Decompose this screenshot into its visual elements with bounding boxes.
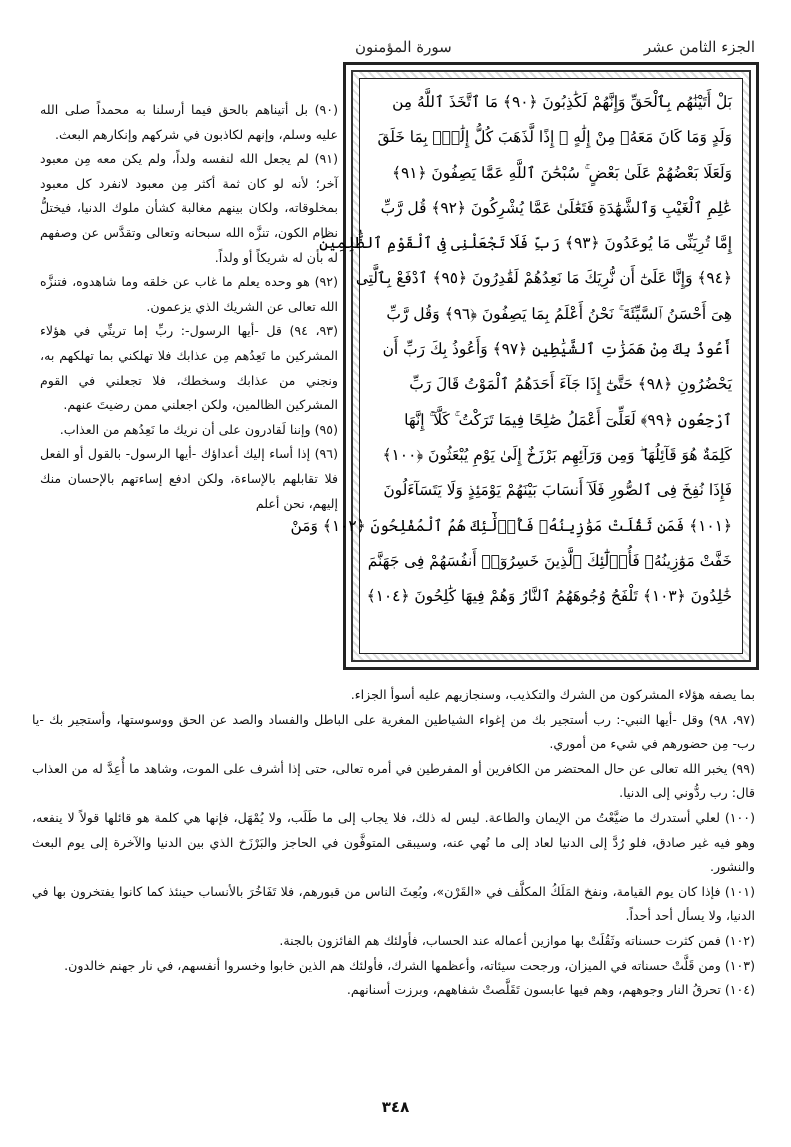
- juz-header: الجزء الثامن عشر: [643, 38, 755, 56]
- tafsir-full-width: [32, 683, 755, 1003]
- verse-line: خَفَّتْ مَوَٰزِينُهُۥ فَأُو۟لَٰٓئِكَ ٱلَّذِينَ خَسِرُوٓا۟ أَنفُسَهُمْ فِى جَهَنَّمَ: [367, 551, 732, 570]
- verse-line: عَٰلِمِ ٱلْغَيْبِ وَٱلشَّهَٰدَةِ فَتَعَٰلَىٰ عَمَّا يُشْرِكُونَ ﴿٩٢﴾ قُل رَّبِّ: [380, 198, 732, 217]
- tafsir-paragraph: (٩٦) إذا أساء إليك أعداؤك -أيها الرسول- بالقول أو الفعل فلا تقابلهم بالإساءة، ولكن ادفع إساءتهم بالإحسان منك إليهم، نحن أعلم: [40, 446, 338, 511]
- surah-header: سورة المؤمنون: [355, 38, 452, 56]
- verse-line: إِمَّا تُرِيَنِّى مَا يُوعَدُونَ ﴿٩٣﴾ رَبِّ فَلَا تَجْعَلْنِى فِى ٱلْقَوْمِ ٱلظَّٰلِمِينَ: [319, 234, 732, 253]
- tafsir-paragraph: (٩٥) وإننا لَقادرون على أن نريك ما نَعِدُهم من العذاب.: [59, 421, 338, 437]
- verse-line: يَحْضُرُونِ ﴿٩٨﴾ حَتَّىٰٓ إِذَا جَآءَ أَحَدَهُمُ ٱلْمَوْتُ قَالَ رَبِّ: [409, 375, 732, 394]
- tafsir-paragraph: (٩٠) بل أتيناهم بالحق فيما أرسلنا به محمداً صلى الله عليه وسلم، وإنهم لكاذبون في شركهم وإنكارهم البعث.: [40, 102, 338, 142]
- tafsir-paragraph: (١٠٤) تحرقُ النار وجوههم، وهم فيها عابسون تَقَلَّصتْ شفاههم، وبرزت أسنانهم.: [346, 982, 755, 998]
- verse-line: هِىَ أَحْسَنُ ٱلسَّيِّئَةَ ۚ نَحْنُ أَعْلَمُ بِمَا يَصِفُونَ ﴿٩٦﴾ وَقُل رَّبِّ: [386, 304, 732, 323]
- page-number: ٣٤٨: [381, 1098, 410, 1116]
- tafsir-paragraph: (٩٩) يخبر الله تعالى عن حال المحتضر من الكافرين أو المفرطين في أمره تعالى، حتى إذا أشرف على الموت، وشاهد ما أُعِدَّ له من العذاب قال: رب ردُّوني إلى الدنيا.: [32, 760, 755, 801]
- tafsir-side-column: [40, 98, 338, 516]
- verse-line: وَلَعَلَا بَعْضُهُمْ عَلَىٰ بَعْضٍ ۚ سُبْحَٰنَ ٱللَّهِ عَمَّا يَصِفُونَ ﴿٩١﴾: [391, 163, 732, 182]
- tafsir-paragraph: (٩٣، ٩٤) قل -أيها الرسول-: ربِّ إما ترينِّي في هؤلاء المشركين ما تَعِدُهم مِن عذابك فلا تهلكني بما تهلكهم به، ونجني من عذابك وسخطك، فلا تجعلني في القوم المشركين الظالمين، ولكن اجعلني ممن رضيتَ عنهم.: [40, 323, 338, 413]
- quran-text-box: [290, 78, 743, 654]
- tafsir-paragraph: (٩٢) هو وحده يعلم ما غاب عن خلقه وما شاهدوه، فتنزَّه الله تعالى عن الشريك الذي يزعمون.: [40, 274, 338, 314]
- tafsir-paragraph: بما يصفه هؤلاء المشركون من الشرك والتكذيب، وسنجازيهم عليه أسوأ الجزاء.: [350, 687, 755, 702]
- verse-line: بَلْ أَتَيْنَٰهُم بِٱلْحَقِّ وَإِنَّهُمْ لَكَٰذِبُونَ ﴿٩٠﴾ مَا ٱتَّخَذَ ٱللَّهُ مِن: [392, 93, 732, 111]
- tafsir-paragraph: (١٠٢) فمن كثرت حسناته وثَقُلَتْ بها موازين أعماله عند الحساب، فأولئك هم الفائزون بالجنة.: [279, 932, 755, 948]
- verse-line: ٱرْجِعُونِ ﴿٩٩﴾ لَعَلِّىٓ أَعْمَلُ صَٰلِحًا فِيمَا تَرَكْتُ ۚ كَلَّآ ۚ إِنَّهَا: [404, 410, 732, 429]
- tafsir-paragraph: (١٠١) فإذا كان يوم القيامة، ونفخ المَلَكُ المكلَّف في «القَرْن»، وبُعِثَ الناس من قبورهم، فلا تَفَاخُرَ بالأنساب حينئذ كما كانوا يفتخرون بها في الدنيا، ولا يسأل أحد أحداً.: [32, 883, 755, 924]
- verse-line: وَلَدٍ وَمَا كَانَ مَعَهُۥ مِنْ إِلَٰهٍ ۚ إِذًا لَّذَهَبَ كُلُّ إِلَٰهٍۭ بِمَا خَلَقَ: [377, 128, 732, 147]
- tafsir-paragraph: (٩٧، ٩٨) وقل -أيها النبي-: رب أستجير بك من إغواء الشياطين المغرية على الباطل والفساد والصد عن الحق ووسوستها، وأستجير بك -يا رب- مِن حضورهم في شيء من أموري.: [32, 711, 755, 752]
- tafsir-paragraph: (١٠٠) لعلي أستدرك ما ضيَّعْتُ من الإيمان والطاعة. ليس له ذلك، فلا يجاب إلى ما طَلَب، ولا يُمْهَل، فإنها هي كلمة هو قائلها قولاً لا ينفعه، وهو فيه غير صادق، فلو رُدَّ إلى الدنيا لعاد إلى ما نُهي عنه، وسيبقى المتوفَّون في الحاجز والبَرْزَخ الذي بين الدنيا والآخرة إلى يوم البعث والنشور.: [32, 809, 755, 875]
- tafsir-paragraph: (١٠٣) ومن قَلَّتْ حسناته في الميزان، ورجحت سيئاته، وأعظمها الشرك، فأولئك هم الذين خابوا وخسروا أنفسهم، في نار جهنم خالدون.: [64, 957, 755, 973]
- verse-line: خَٰلِدُونَ ﴿١٠٣﴾ تَلْفَحُ وُجُوهَهُمُ ٱلنَّارُ وَهُمْ فِيهَا كَٰلِحُونَ ﴿١٠٤﴾: [366, 587, 732, 606]
- tafsir-paragraph: (٩١) لم يجعل الله لنفسه ولداً، ولم يكن معه مِن معبود آخر؛ لأنه لو كان ثمة أكثر مِن معبود لانفرد كل معبود بمخلوقاته، ولكان بينهم مغالبة كشأن ملوك الدنيا، فيختلُّ نظام الكون، تنزَّه الله سبحانه وتعالى وتقدَّس عن وصفهم له بأن له شريكاً أو ولداً.: [40, 151, 338, 265]
- verse-line: ﴿١٠١﴾ فَمَن ثَقُلَتْ مَوَٰزِينُهُۥ فَأُو۟لَٰٓئِكَ هُمُ ٱلْمُفْلِحُونَ ﴿١٠٢﴾ وَمَنْ: [290, 516, 732, 535]
- verse-line: كَلِمَةٌ هُوَ قَآئِلُهَا ۖ وَمِن وَرَآئِهِم بَرْزَخٌ إِلَىٰ يَوْمِ يُبْعَثُونَ ﴿١٠٠﴾: [382, 445, 732, 464]
- quran-frame: [290, 62, 759, 670]
- verse-line: فَإِذَا نُفِخَ فِى ٱلصُّورِ فَلَآ أَنسَابَ بَيْنَهُمْ يَوْمَئِذٍ وَلَا يَتَسَآءَلُونَ: [383, 481, 732, 500]
- ornamental-border: [290, 70, 751, 662]
- verse-line: ﴿٩٤﴾ وَإِنَّا عَلَىٰٓ أَن نُّرِيَكَ مَا نَعِدُهُمْ لَقَٰدِرُونَ ﴿٩٥﴾ ٱدْفَعْ بِٱلَّتِى: [355, 269, 732, 288]
- verse-line: أَعُوذُ بِكَ مِنْ هَمَزَٰتِ ٱلشَّيَٰطِينِ ﴿٩٧﴾ وَأَعُوذُ بِكَ رَبِّ أَن: [382, 340, 732, 359]
